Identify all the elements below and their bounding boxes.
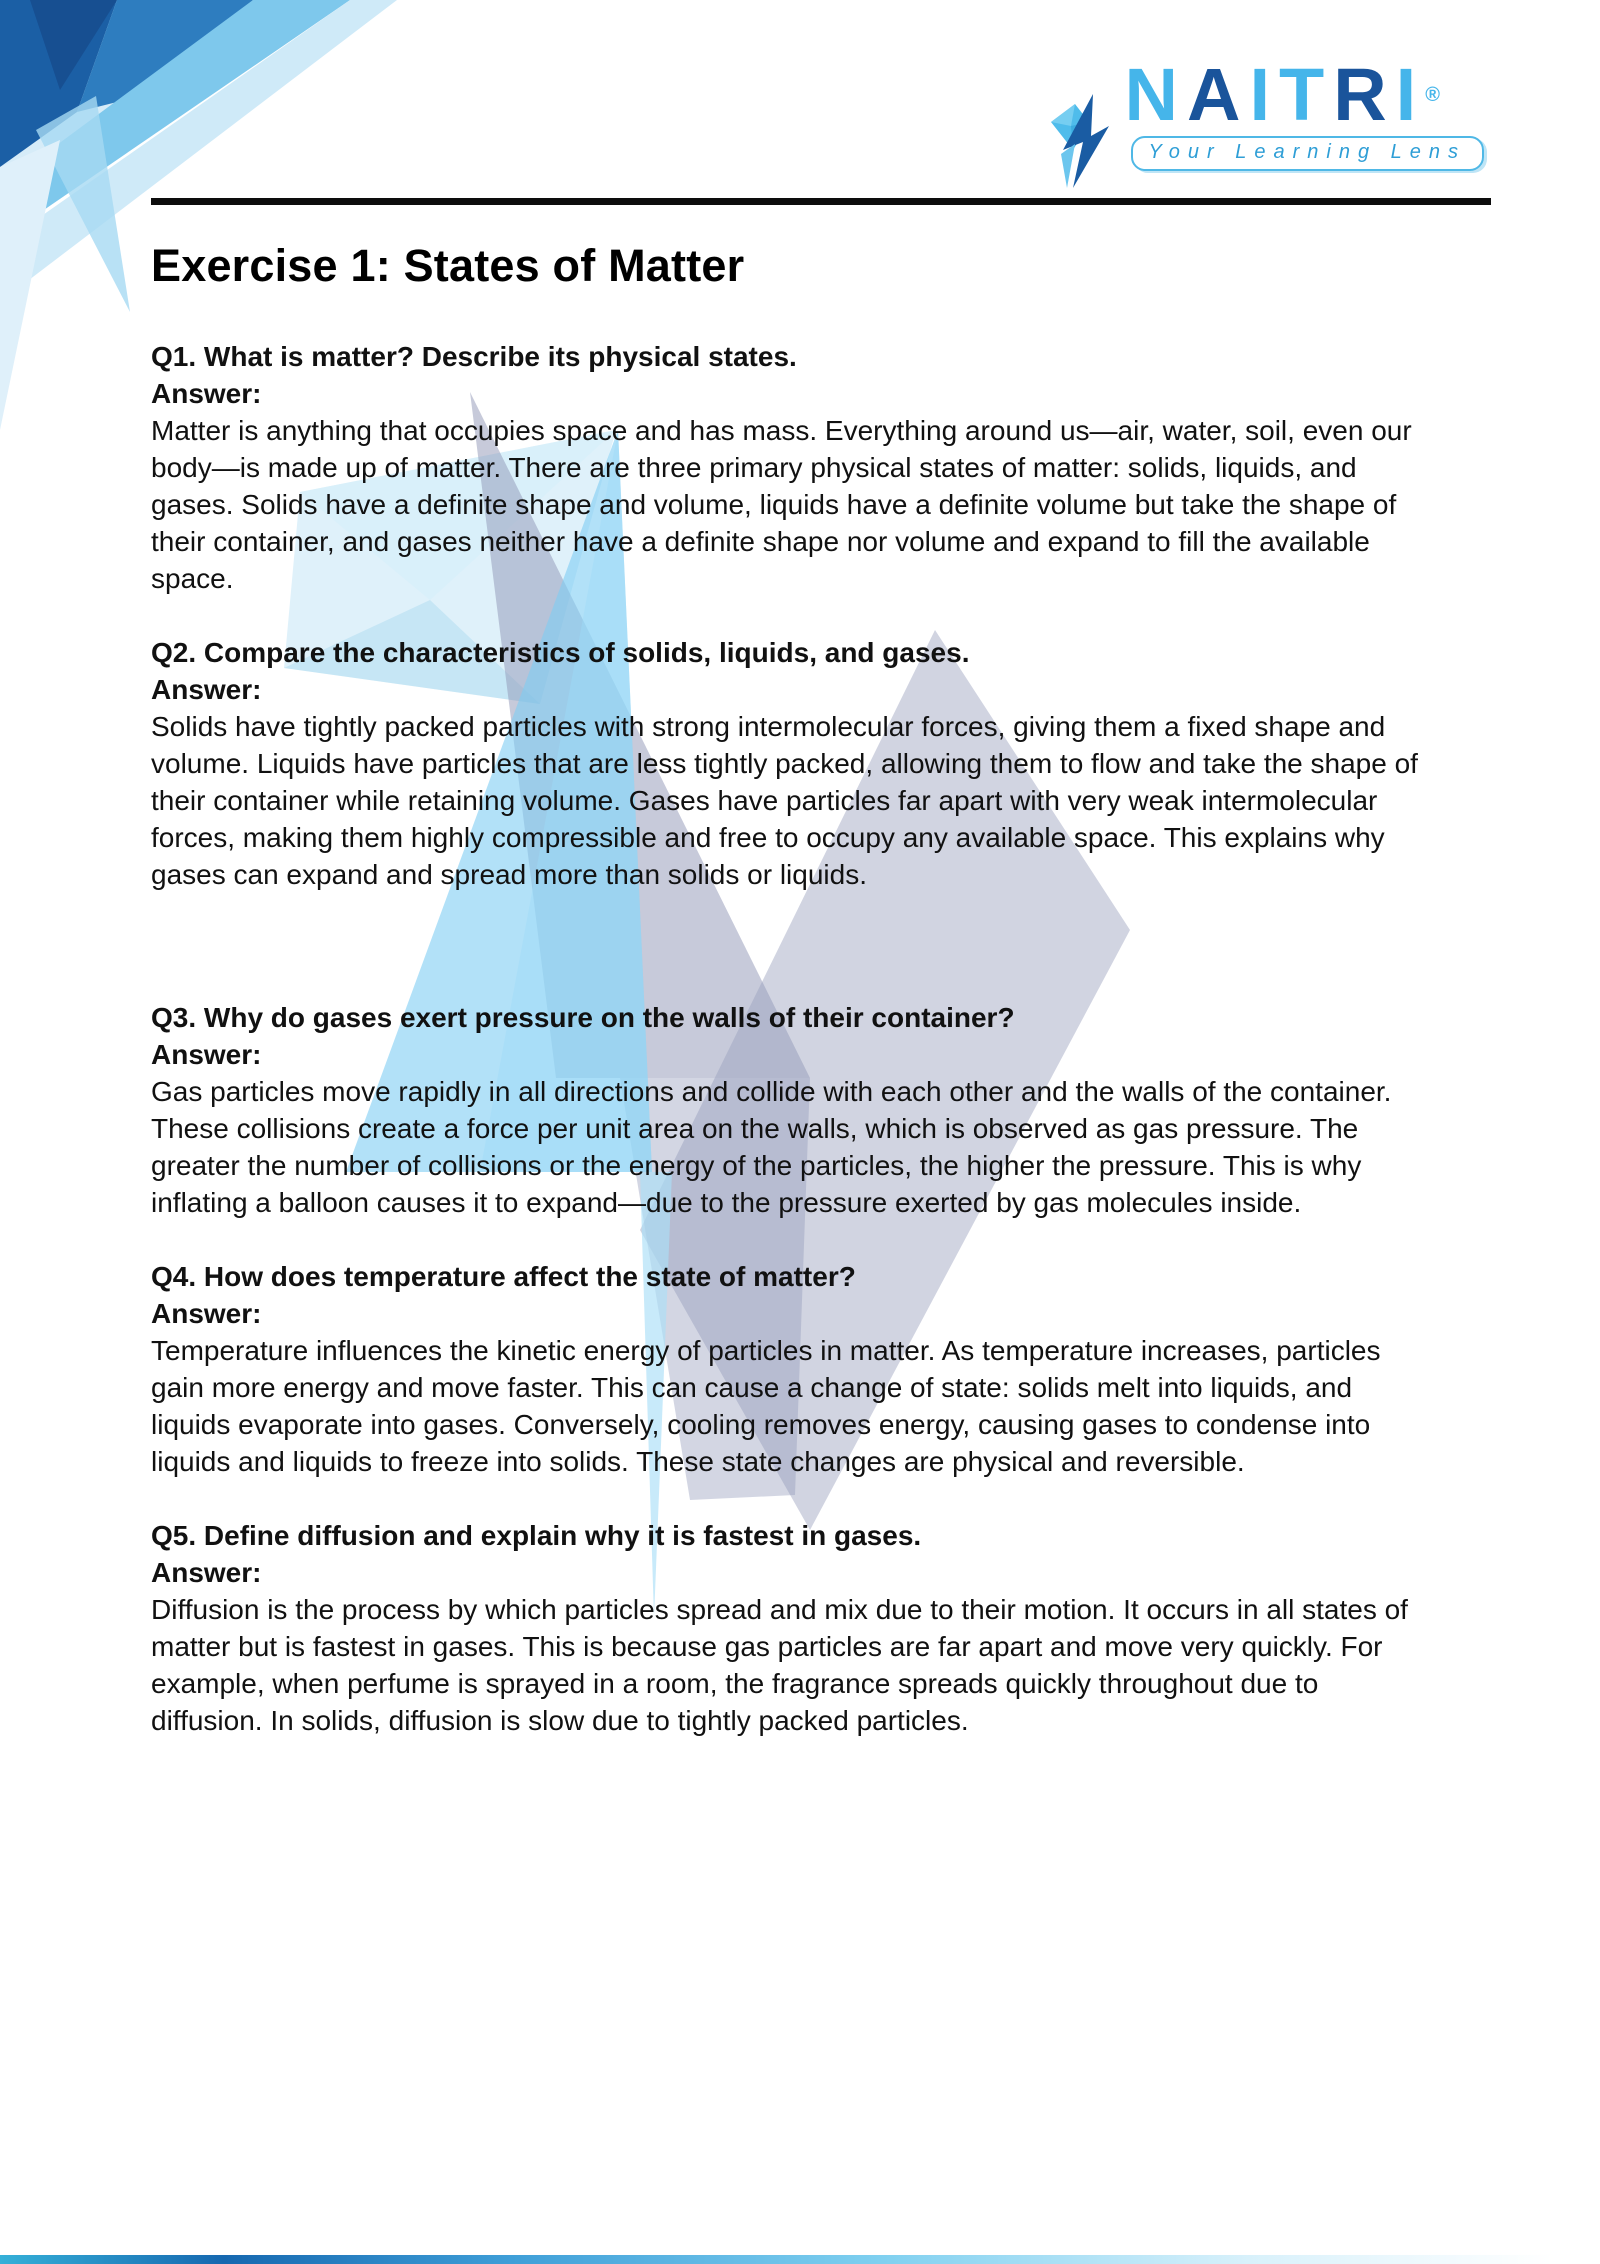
question-heading: Q2. Compare the characteristics of solids, liquids, and gases. [151, 637, 970, 668]
answer-text: Solids have tightly packed particles with strong intermolecular forces, giving them a fixed shape and volume. Liquids have particles that are less tightly packed, allowing them to flow and take the shape of their container while retaining volume. Gases have particles far apart with very weak intermolecular forces, making them highly compressible and free to occupy any available space. This explains why gases can expand and spread more than solids or liquids. [151, 711, 1418, 890]
question-heading: Q4. How does temperature affect the state of matter? [151, 1261, 856, 1292]
page-title: Exercise 1: States of Matter [151, 240, 745, 291]
question-heading: Q5. Define diffusion and explain why it is fastest in gases. [151, 1520, 922, 1551]
content-area [151, 240, 1433, 1739]
naitri-logo [1049, 53, 1484, 192]
brand-letter: I [1249, 53, 1279, 136]
brand-letter: T [1279, 53, 1334, 136]
header-divider [151, 198, 1491, 205]
answer-label: Answer: [151, 674, 262, 705]
naitri-bird-icon [1049, 92, 1115, 192]
brand-letter: I [1395, 53, 1426, 136]
brand-wordmark [1124, 53, 1440, 136]
brand-letter: N [1124, 53, 1187, 136]
answer-text: Temperature influences the kinetic energy of particles in matter. As temperature increases, particles gain more energy and move faster. This can cause a change of state: solids melt into liquids, and liquids evaporate into gases. Conversely, cooling removes energy, causing gases to condense into liquids and liquids to freeze into solids. These state changes are physical and reversible. [151, 1335, 1381, 1477]
question-heading: Q1. What is matter? Describe its physical states. [151, 341, 797, 372]
footer-gradient-bar [0, 2255, 1600, 2264]
answer-text: Diffusion is the process by which particles spread and mix due to their motion. It occurs in all states of matter but is fastest in gases. This is because gas particles are far apart and move very quickly. For example, when perfume is sprayed in a room, the fragrance spreads quickly throughout due to diffusion. In solids, diffusion is slow due to tightly packed particles. [151, 1594, 1408, 1736]
question-block-5 [151, 1517, 1433, 1739]
registered-trademark-mark: ® [1425, 84, 1440, 106]
answer-text: Matter is anything that occupies space and has mass. Everything around us—air, water, soil, even our body—is made up of matter. There are three primary physical states of matter: solids, liquids, and gases. Solids have a definite shape and volume, liquids have a definite volume but take the shape of their container, and gases neither have a definite shape nor volume and expand to fill the available space. [151, 415, 1412, 594]
answer-label: Answer: [151, 1557, 262, 1588]
brand-tagline: Your Learning Lens [1131, 136, 1484, 171]
question-block-4 [151, 1258, 1433, 1480]
question-block-1 [151, 338, 1433, 597]
question-block-3 [151, 999, 1433, 1221]
question-heading: Q3. Why do gases exert pressure on the walls of their container? [151, 1002, 1015, 1033]
brand-letter: A [1186, 53, 1250, 136]
answer-label: Answer: [151, 378, 262, 409]
answer-label: Answer: [151, 1039, 262, 1070]
question-block-2 [151, 634, 1433, 893]
answer-text: Gas particles move rapidly in all directions and collide with each other and the walls of the container. These collisions create a force per unit area on the walls, which is observed as gas pressure. The greater the number of collisions or the energy of the particles, the higher the pressure. This is why inflating a balloon causes it to expand—due to the pressure exerted by gas molecules inside. [151, 1076, 1392, 1218]
answer-label: Answer: [151, 1298, 262, 1329]
brand-letter: R [1333, 53, 1396, 136]
